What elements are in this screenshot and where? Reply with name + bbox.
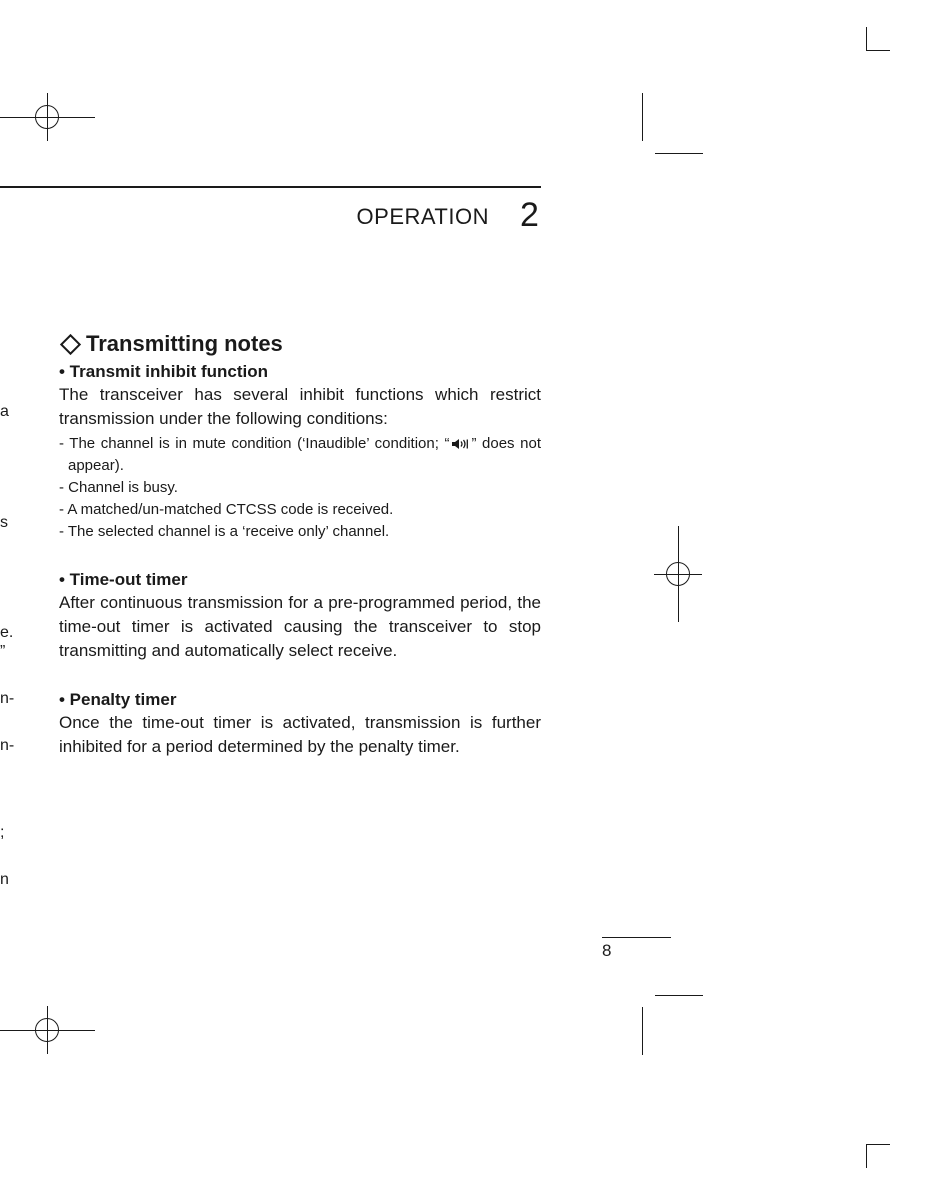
edge-fragment: e. xyxy=(0,624,14,641)
crop-mark-bottom-right-v xyxy=(866,1144,867,1168)
list-item: - The selected channel is a ‘receive only’ channel. xyxy=(59,523,390,540)
section-heading xyxy=(59,331,541,357)
section-heading-text: Transmitting notes xyxy=(86,331,283,356)
list-item: - The channel is in mute condition (‘Inaudible’ condition; “ ” does not appear). xyxy=(59,435,541,474)
header-rule xyxy=(0,186,541,188)
diamond-icon xyxy=(60,333,81,354)
edge-fragment: a xyxy=(0,403,9,420)
list-item: - A matched/un-matched CTCSS code is received. xyxy=(59,501,394,518)
edge-fragment: ; xyxy=(0,824,5,841)
transmit-inhibit-title: • Transmit inhibit function xyxy=(59,362,268,381)
edge-fragment: s xyxy=(0,514,8,531)
condition-list xyxy=(59,433,541,543)
penalty-timer-body: Once the time-out timer is activated, transmission is further inhibited for a period determined by the penalty timer. xyxy=(59,713,541,756)
trim-mark-bottom-v xyxy=(642,1007,643,1055)
list-item: - Channel is busy. xyxy=(59,479,178,496)
section-title: OPERATION xyxy=(356,204,489,229)
timeout-timer-title: • Time-out timer xyxy=(59,570,188,589)
main-content xyxy=(59,331,541,759)
crop-mark-bottom-right-h xyxy=(866,1144,890,1145)
page-number: 8 xyxy=(602,941,612,960)
section-number: 2 xyxy=(520,196,539,234)
edge-fragment: n- xyxy=(0,737,15,754)
page-number-rule xyxy=(602,937,671,938)
trim-mark-top-v xyxy=(642,93,643,141)
crop-mark-top-right-h xyxy=(866,50,890,51)
edge-fragment: ” xyxy=(0,643,6,660)
edge-fragment: n xyxy=(0,871,9,888)
edge-fragment: n- xyxy=(0,690,15,707)
transmit-inhibit-intro: The transceiver has several inhibit functions which restrict transmission under the following conditions: xyxy=(59,385,541,428)
penalty-timer-title: • Penalty timer xyxy=(59,690,177,709)
trim-mark-top-h xyxy=(655,153,703,154)
timeout-timer-body: After continuous transmission for a pre-programmed period, the time-out timer is activated causing the transceiver to stop transmitting and automatically select receive. xyxy=(59,593,541,660)
trim-mark-bottom-h xyxy=(655,995,703,996)
crop-mark-top-right-v xyxy=(866,27,867,51)
speaker-icon xyxy=(451,438,469,450)
